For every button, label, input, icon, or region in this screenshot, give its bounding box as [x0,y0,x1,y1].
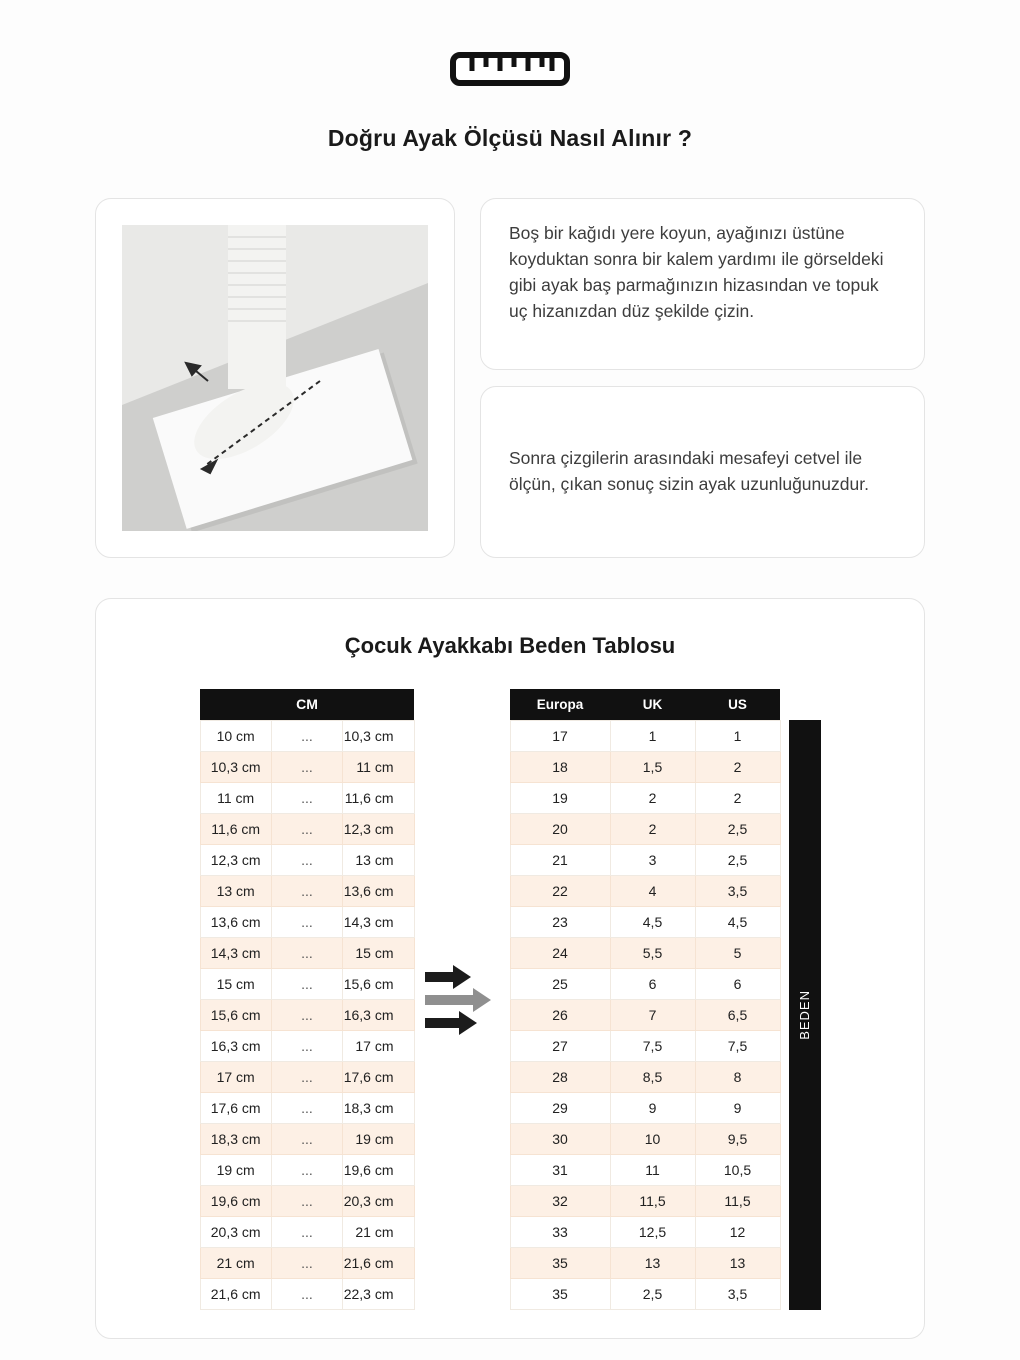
size-cell: 12 [695,1216,780,1247]
size-cell: 9 [610,1092,695,1123]
cm-cell-sep: ... [271,937,342,968]
size-cell: 6,5 [695,999,780,1030]
cm-cell-sep: ... [271,1216,342,1247]
cm-cell-to: 13,6 cm [343,875,414,906]
size-cell: 2,5 [695,813,780,844]
cm-cell-sep: ... [271,782,342,813]
cm-cell-from: 10 cm [200,720,271,751]
cm-cell-sep: ... [271,875,342,906]
size-cell: 8 [695,1061,780,1092]
cm-cell-from: 12,3 cm [200,844,271,875]
beden-label: BEDEN [797,990,812,1040]
instruction-card-2 [480,386,925,558]
size-table-row [510,875,780,906]
cm-cell-to: 15 cm [343,937,414,968]
cm-cell-to: 20,3 cm [343,1185,414,1216]
cm-table-row [200,906,414,937]
size-table-row [510,1092,780,1123]
cm-cell-from: 21,6 cm [200,1278,271,1309]
size-table-row [510,782,780,813]
cm-table-row [200,999,414,1030]
size-cell: 20 [510,813,610,844]
size-cell: 30 [510,1123,610,1154]
size-cell: 11 [610,1154,695,1185]
cm-cell-to: 14,3 cm [343,906,414,937]
howto-section [95,198,925,558]
cm-cell-from: 15 cm [200,968,271,999]
size-cell: 2 [610,782,695,813]
size-cell: 5,5 [610,937,695,968]
cm-cell-sep: ... [271,1123,342,1154]
cm-cell-sep: ... [271,1278,342,1309]
size-cell: 26 [510,999,610,1030]
cm-cell-from: 21 cm [200,1247,271,1278]
cm-table-row [200,1061,414,1092]
size-cell: 6 [695,968,780,999]
cm-cell-sep: ... [271,906,342,937]
cm-cell-from: 17 cm [200,1061,271,1092]
cm-cell-sep: ... [271,751,342,782]
size-cell: 19 [510,782,610,813]
cm-cell-sep: ... [271,813,342,844]
cm-table-row [200,1185,414,1216]
size-cell: 10,5 [695,1154,780,1185]
foot-photo-card [95,198,455,558]
cm-cell-from: 11 cm [200,782,271,813]
cm-cell-from: 11,6 cm [200,813,271,844]
size-cell: 22 [510,875,610,906]
size-cell: 5 [695,937,780,968]
size-cell: 24 [510,937,610,968]
size-cell: 23 [510,906,610,937]
cm-cell-to: 22,3 cm [343,1278,414,1309]
cm-cell-sep: ... [271,1061,342,1092]
cm-cell-to: 21,6 cm [343,1247,414,1278]
size-cell: 31 [510,1154,610,1185]
cm-table-row [200,875,414,906]
cm-cell-to: 21 cm [343,1216,414,1247]
instruction-card-1 [480,198,925,370]
size-cell: 33 [510,1216,610,1247]
cm-table-row [200,751,414,782]
size-table-row [510,720,780,751]
size-tables-row [96,689,924,1310]
cm-cell-from: 19,6 cm [200,1185,271,1216]
foot-measurement-photo [122,225,428,531]
size-table-row [510,906,780,937]
size-cell: 35 [510,1247,610,1278]
size-cell: 7,5 [695,1030,780,1061]
size-table-row [510,1030,780,1061]
size-cell: 25 [510,968,610,999]
cm-cell-from: 10,3 cm [200,751,271,782]
cm-cell-to: 19,6 cm [343,1154,414,1185]
cm-cell-sep: ... [271,968,342,999]
size-cell: 9 [695,1092,780,1123]
size-table-row [510,1278,780,1309]
cm-table-row [200,1247,414,1278]
size-table-row [510,1061,780,1092]
size-table-card [95,598,925,1339]
size-column-header: Europa [510,689,610,720]
cm-cell-sep: ... [271,1030,342,1061]
size-cell: 9,5 [695,1123,780,1154]
cm-cell-to: 15,6 cm [343,968,414,999]
cm-cell-from: 13,6 cm [200,906,271,937]
size-cell: 10 [610,1123,695,1154]
size-cell: 4,5 [695,906,780,937]
eu-uk-us-table [510,689,781,1310]
size-table-row [510,937,780,968]
size-cell: 4 [610,875,695,906]
size-cell: 8,5 [610,1061,695,1092]
cm-cell-to: 16,3 cm [343,999,414,1030]
cm-table-row [200,1123,414,1154]
size-cell: 6 [610,968,695,999]
instruction-text-1: Boş bir kağıdı yere koyun, ayağınızı üstüne koyduktan sonra bir kalem yardımı ile görseldeki gibi ayak baş parmağınızın hizasından ve topuk uç hizanızdan düz şekilde çizin. [509,223,884,321]
size-cell: 3,5 [695,1278,780,1309]
size-table-row [510,813,780,844]
size-cell: 1 [610,720,695,751]
cm-table-row [200,782,414,813]
ruler-icon [449,50,571,93]
size-cell: 13 [695,1247,780,1278]
arrows-right-icon [415,964,510,1036]
cm-cell-to: 12,3 cm [343,813,414,844]
instruction-steps [480,198,925,558]
size-cell: 29 [510,1092,610,1123]
size-cell: 2 [695,782,780,813]
size-cell: 21 [510,844,610,875]
cm-table-row [200,720,414,751]
cm-cell-from: 19 cm [200,1154,271,1185]
size-table-row [510,844,780,875]
size-cell: 18 [510,751,610,782]
size-cell: 17 [510,720,610,751]
cm-table-header: CM [200,689,414,720]
size-cell: 13 [610,1247,695,1278]
cm-cell-from: 18,3 cm [200,1123,271,1154]
cm-cell-sep: ... [271,1185,342,1216]
size-table-row [510,1123,780,1154]
size-cell: 2 [695,751,780,782]
cm-cell-sep: ... [271,1247,342,1278]
size-cell: 3,5 [695,875,780,906]
cm-cell-sep: ... [271,844,342,875]
size-cell: 7,5 [610,1030,695,1061]
size-cell: 27 [510,1030,610,1061]
cm-cell-to: 17 cm [343,1030,414,1061]
cm-cell-to: 17,6 cm [343,1061,414,1092]
cm-cell-from: 15,6 cm [200,999,271,1030]
size-table-row [510,1216,780,1247]
size-table-title: Çocuk Ayakkabı Beden Tablosu [344,633,676,658]
size-cell: 2,5 [610,1278,695,1309]
cm-cell-to: 18,3 cm [343,1092,414,1123]
cm-cell-sep: ... [271,999,342,1030]
cm-cell-from: 20,3 cm [200,1216,271,1247]
cm-table-row [200,937,414,968]
size-column-header: UK [610,689,695,720]
size-cell: 35 [510,1278,610,1309]
size-cell: 2 [610,813,695,844]
cm-table-row [200,968,414,999]
cm-table-row [200,1278,414,1309]
cm-table [200,689,415,1310]
size-cell: 32 [510,1185,610,1216]
cm-cell-sep: ... [271,1092,342,1123]
size-table-row [510,968,780,999]
size-table-row [510,1185,780,1216]
size-table-row [510,1247,780,1278]
cm-cell-to: 19 cm [343,1123,414,1154]
cm-cell-sep: ... [271,720,342,751]
size-cell: 7 [610,999,695,1030]
cm-table-row [200,1154,414,1185]
cm-table-row [200,1216,414,1247]
size-cell: 3 [610,844,695,875]
cm-cell-from: 17,6 cm [200,1092,271,1123]
page-title: Doğru Ayak Ölçüsü Nasıl Alınır ? [327,125,693,151]
size-table-row [510,751,780,782]
instruction-text-2: Sonra çizgilerin arasındaki mesafeyi cetvel ile ölçün, çıkan sonuç sizin ayak uzunluğunuzdur. [509,448,869,494]
cm-table-row [200,1030,414,1061]
cm-table-row [200,844,414,875]
size-cell: 4,5 [610,906,695,937]
size-cell: 11,5 [695,1185,780,1216]
cm-cell-from: 13 cm [200,875,271,906]
cm-cell-to: 10,3 cm [343,720,414,751]
size-column-header: US [695,689,780,720]
size-cell: 11,5 [610,1185,695,1216]
size-cell: 1 [695,720,780,751]
cm-table-row [200,813,414,844]
cm-table-row [200,1092,414,1123]
size-cell: 28 [510,1061,610,1092]
cm-cell-to: 11,6 cm [343,782,414,813]
size-cell: 1,5 [610,751,695,782]
cm-cell-sep: ... [271,1154,342,1185]
cm-cell-from: 14,3 cm [200,937,271,968]
size-table-row [510,1154,780,1185]
cm-cell-to: 13 cm [343,844,414,875]
size-cell: 2,5 [695,844,780,875]
cm-cell-to: 11 cm [343,751,414,782]
size-table-row [510,999,780,1030]
size-cell: 12,5 [610,1216,695,1247]
cm-cell-from: 16,3 cm [200,1030,271,1061]
beden-bar [789,720,821,1310]
